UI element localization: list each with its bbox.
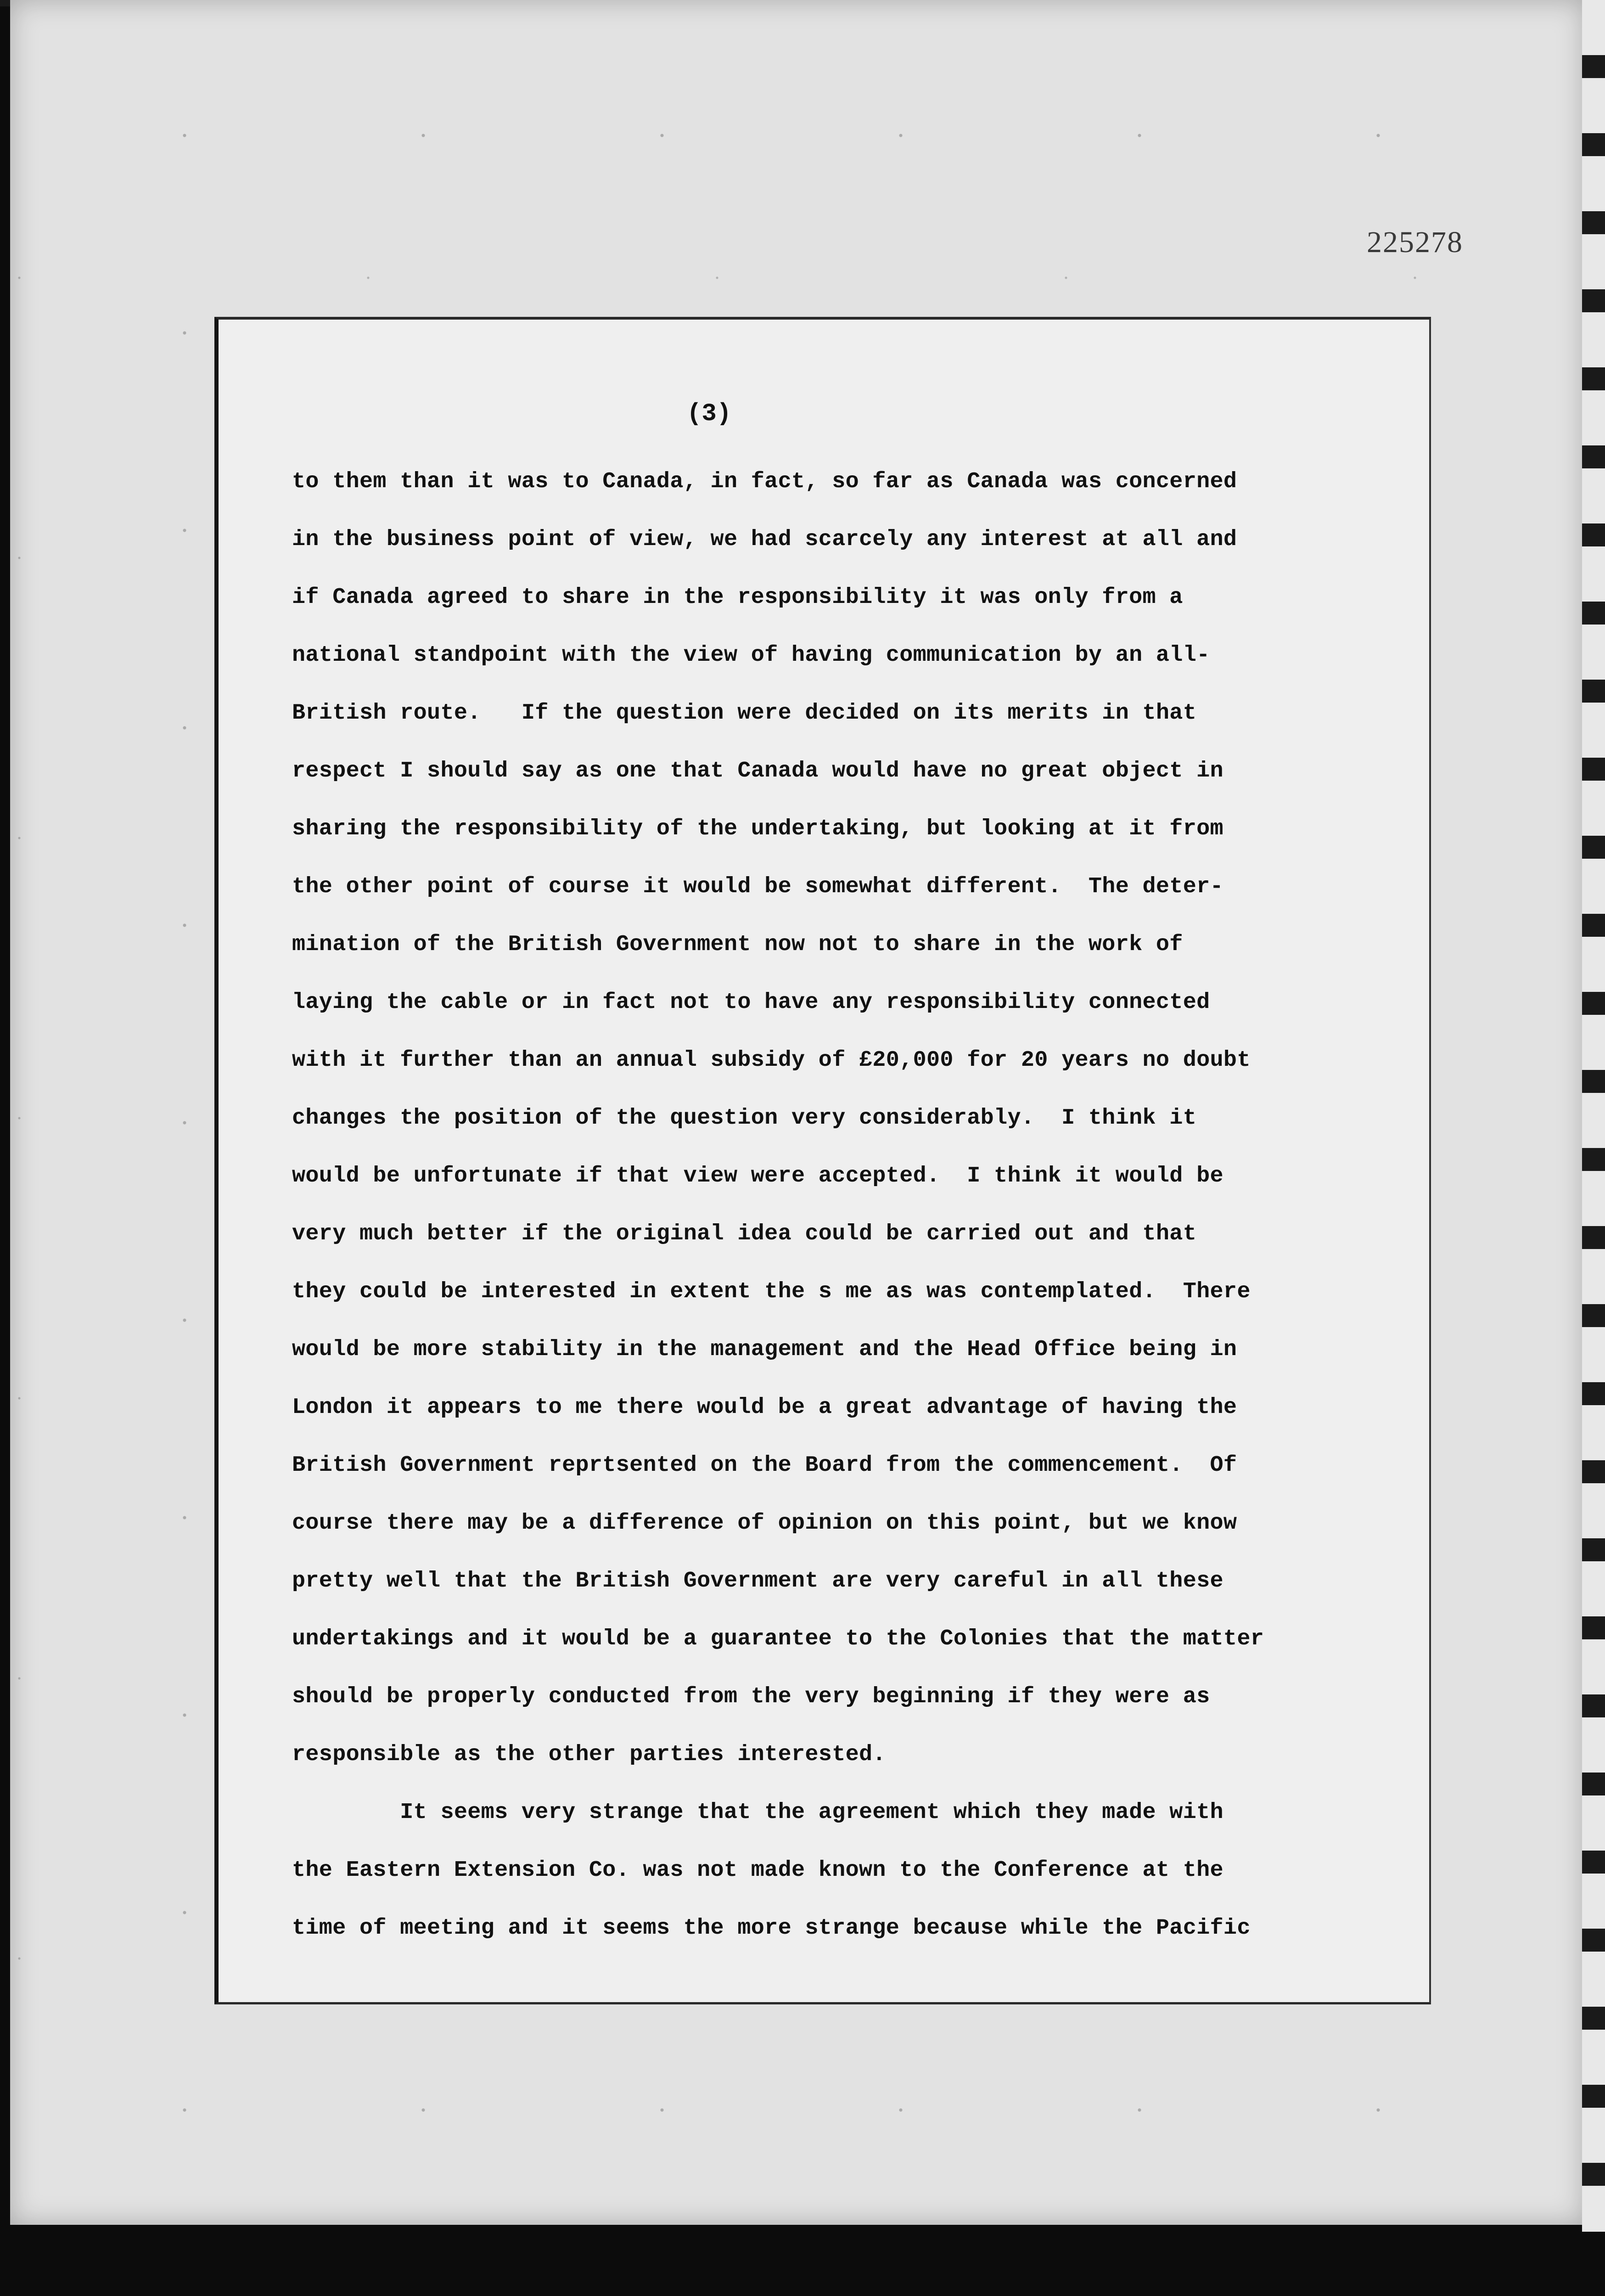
text-line: time of meeting and it seems the more strange because while the Pacific <box>292 1915 1251 1941</box>
text-line: course there may be a difference of opinion on this point, but we know <box>292 1510 1237 1536</box>
typed-letter-page <box>214 317 1431 2004</box>
text-line: in the business point of view, we had scarcely any interest at all and <box>292 527 1237 552</box>
text-line: should be properly conducted from the very beginning if they were as <box>292 1684 1210 1709</box>
text-line: sharing the responsibility of the undertaking, but looking at it from <box>292 816 1223 841</box>
text-line: undertakings and it would be a guarantee to the Colonies that the matter <box>292 1626 1264 1651</box>
text-line: changes the position of the question very considerably. I think it <box>292 1105 1197 1131</box>
text-line: the Eastern Extension Co. was not made known to the Conference at the <box>292 1857 1223 1883</box>
text-line: It seems very strange that the agreement which they made with <box>292 1800 1223 1825</box>
text-line: would be unfortunate if that view were accepted. I think it would be <box>292 1163 1223 1188</box>
text-line: they could be interested in extent the s me as was contemplated. There <box>292 1279 1251 1304</box>
text-line: with it further than an annual subsidy of £20,000 for 20 years no doubt <box>292 1047 1251 1073</box>
text-line: the other point of course it would be somewhat different. The deter- <box>292 874 1223 899</box>
letter-body <box>292 453 1412 1957</box>
film-sprocket-edge <box>1582 0 1605 2232</box>
text-line: national standpoint with the view of having communication by an all- <box>292 642 1210 668</box>
text-line: British Government reprtsented on the Board from the commencement. Of <box>292 1452 1237 1478</box>
text-line: respect I should say as one that Canada would have no great object in <box>292 758 1223 783</box>
text-line: to them than it was to Canada, in fact, so far as Canada was concerned <box>292 469 1237 494</box>
text-line: responsible as the other parties interested. <box>292 1742 886 1767</box>
text-line: would be more stability in the management and the Head Office being in <box>292 1337 1237 1362</box>
text-line: very much better if the original idea could be carried out and that <box>292 1221 1197 1246</box>
text-line: London it appears to me there would be a great advantage of having the <box>292 1395 1237 1420</box>
text-line: British route. If the question were decided on its merits in that <box>292 700 1197 726</box>
text-line: if Canada agreed to share in the responsibility it was only from a <box>292 585 1183 610</box>
text-line: laying the cable or in fact not to have any responsibility connected <box>292 990 1210 1015</box>
reference-number: 225278 <box>1367 225 1463 259</box>
scanned-sheet <box>10 0 1585 2225</box>
text-line: mination of the British Government now not to share in the work of <box>292 932 1183 957</box>
text-line: pretty well that the British Government are very careful in all these <box>292 1568 1223 1593</box>
page-number: (3) <box>687 400 732 428</box>
